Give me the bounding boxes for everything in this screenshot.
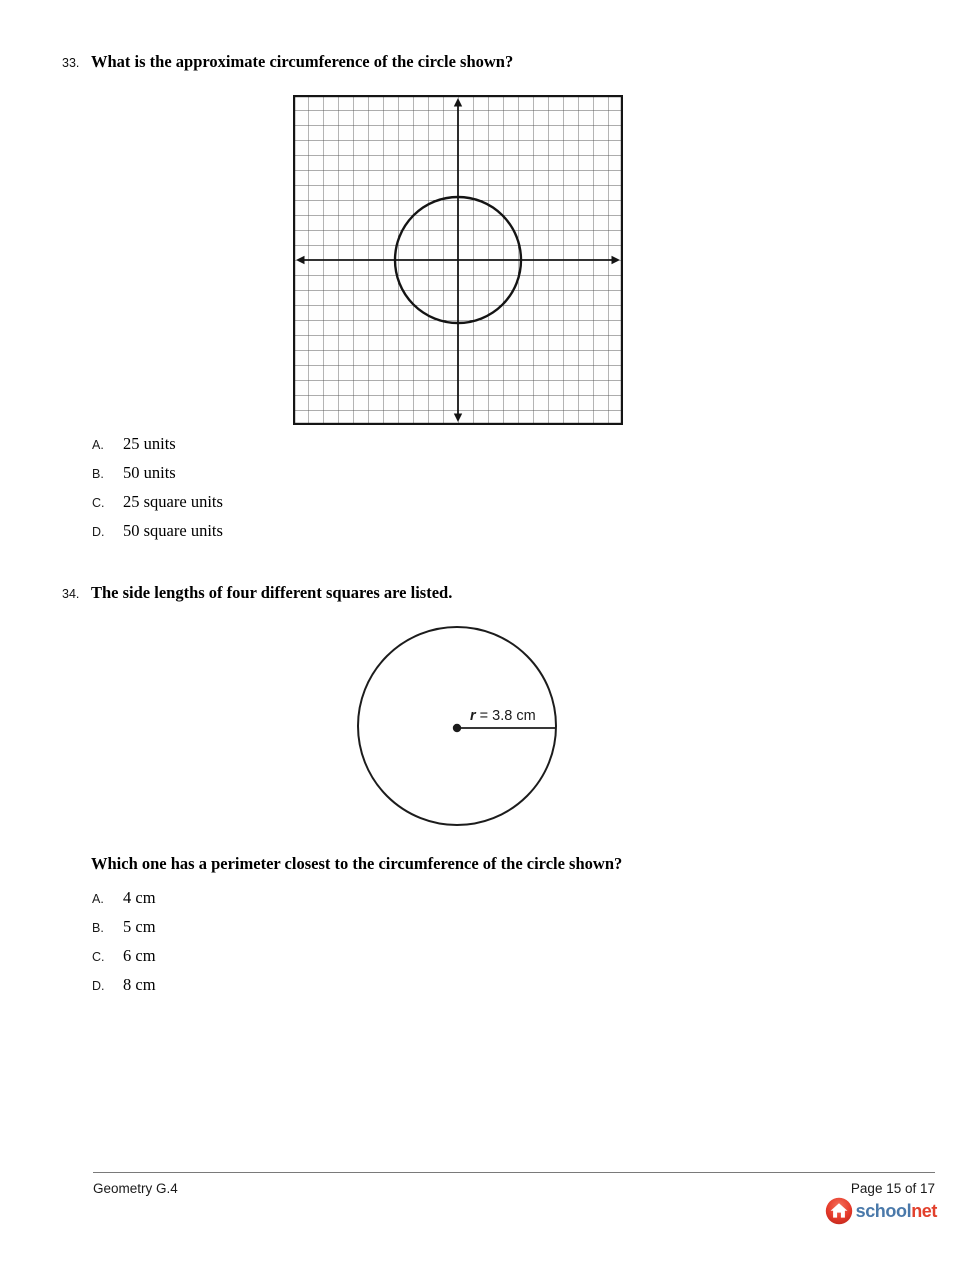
choice-text: 8 cm: [123, 975, 156, 994]
choice-c: [92, 492, 223, 511]
choice-text: 50 square units: [123, 521, 223, 540]
radius-value: = 3.8 cm: [479, 708, 536, 724]
page-number: Page 15 of 17: [850, 1181, 935, 1196]
choice-text: 5 cm: [123, 917, 156, 936]
choice-letter: B.: [92, 921, 104, 935]
schoolnet-logo: [825, 1197, 937, 1225]
choice-a: [92, 434, 223, 453]
schoolnet-wordmark: [856, 1201, 937, 1222]
choice-letter: D.: [92, 979, 105, 993]
choice-b: [92, 463, 223, 482]
choice-text: 25 units: [123, 434, 176, 453]
radius-symbol: r: [470, 708, 476, 724]
radius-circle-figure: [356, 624, 560, 830]
question-number: 34.: [62, 587, 80, 601]
logo-word-net: net: [911, 1200, 937, 1221]
choice-letter: D.: [92, 525, 105, 539]
question-34-header: [62, 583, 452, 603]
logo-word-school: school: [855, 1200, 912, 1221]
choice-letter: A.: [92, 892, 104, 906]
choice-letter: B.: [92, 467, 104, 481]
coordinate-grid-figure: [293, 95, 623, 425]
choice-a: [92, 888, 156, 907]
choice-letter: A.: [92, 438, 104, 452]
choice-d: [92, 521, 223, 540]
schoolnet-home-icon: [825, 1197, 853, 1225]
choice-b: [92, 917, 156, 936]
choice-c: [92, 946, 156, 965]
choice-text: 25 square units: [123, 492, 223, 511]
answer-choices-q34: [92, 888, 156, 1004]
answer-choices-q33: [92, 434, 223, 550]
question-number: 33.: [62, 56, 80, 70]
choice-text: 4 cm: [123, 888, 156, 907]
course-label: Geometry G.4: [93, 1181, 178, 1196]
footer-divider: [93, 1172, 935, 1173]
question-text: The side lengths of four different squares are listed.: [91, 583, 453, 602]
choice-letter: C.: [92, 496, 105, 510]
choice-d: [92, 975, 156, 994]
choice-text: 6 cm: [123, 946, 156, 965]
question-subtext: Which one has a perimeter closest to the circumference of the circle shown?: [91, 854, 623, 873]
choice-text: 50 units: [123, 463, 176, 482]
question-33-header: [62, 52, 513, 72]
question-text: What is the approximate circumference of the circle shown?: [91, 52, 514, 71]
choice-letter: C.: [92, 950, 105, 964]
center-dot: [453, 724, 461, 732]
radius-label: [470, 708, 536, 724]
